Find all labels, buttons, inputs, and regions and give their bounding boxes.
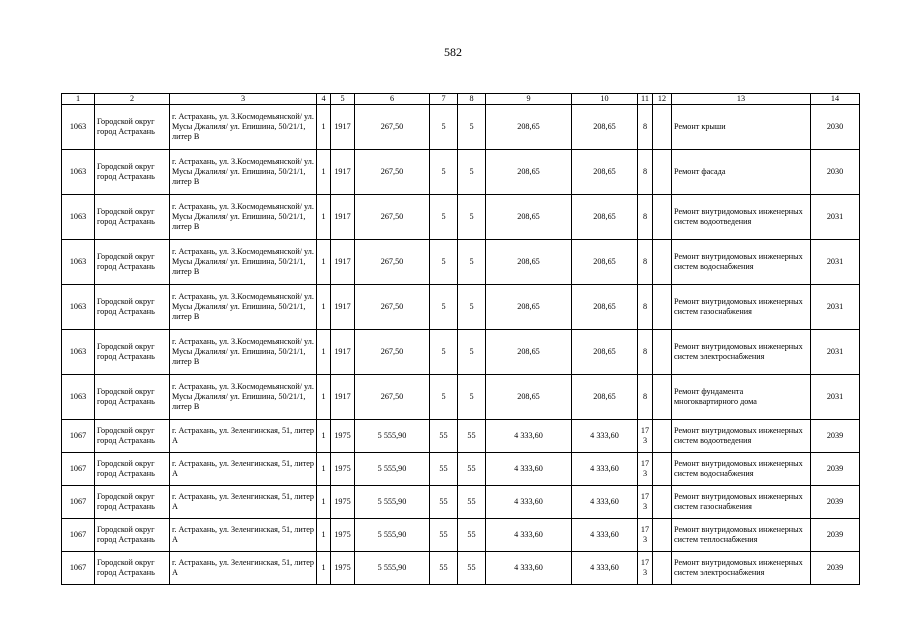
column-header: 9	[486, 94, 572, 105]
table-row	[62, 453, 860, 486]
cell-col10: 4 333,60	[572, 552, 638, 585]
cell-address: г. Астрахань, ул. З.Космодемьянской/ ул. Мусы Джалиля/ ул. Епишина, 50/21/1, литер В	[170, 150, 317, 195]
cell-col9: 4 333,60	[486, 486, 572, 519]
table-row	[62, 519, 860, 552]
cell-address: г. Астрахань, ул. З.Космодемьянской/ ул. Мусы Джалиля/ ул. Епишина, 50/21/1, литер В	[170, 195, 317, 240]
column-header: 2	[95, 94, 170, 105]
cell-year: 1917	[331, 330, 355, 375]
cell-col10: 4 333,60	[572, 519, 638, 552]
cell-col4: 1	[317, 552, 331, 585]
column-header: 14	[811, 94, 860, 105]
cell-col12	[653, 420, 672, 453]
cell-col8: 5	[458, 240, 486, 285]
cell-municipality: Городской округ город Астрахань	[95, 519, 170, 552]
cell-building-id: 1067	[62, 552, 95, 585]
cell-plan-year: 2031	[811, 375, 860, 420]
cell-work-type: Ремонт внутридомовых инженерных систем водоснабжения	[672, 453, 811, 486]
column-header: 12	[653, 94, 672, 105]
cell-col12	[653, 519, 672, 552]
cell-year: 1917	[331, 285, 355, 330]
cell-col12	[653, 285, 672, 330]
cell-col9: 208,65	[486, 195, 572, 240]
cell-col7: 55	[430, 552, 458, 585]
column-header: 3	[170, 94, 317, 105]
cell-municipality: Городской округ город Астрахань	[95, 453, 170, 486]
cell-address: г. Астрахань, ул. Зеленгинская, 51, литер А	[170, 519, 317, 552]
cell-col9: 208,65	[486, 330, 572, 375]
cell-work-type: Ремонт фасада	[672, 150, 811, 195]
table-header	[62, 94, 860, 105]
cell-col12	[653, 552, 672, 585]
cell-col11: 8	[638, 150, 653, 195]
cell-area: 5 555,90	[355, 519, 430, 552]
cell-address: г. Астрахань, ул. Зеленгинская, 51, литер А	[170, 552, 317, 585]
cell-plan-year: 2031	[811, 195, 860, 240]
cell-address: г. Астрахань, ул. З.Космодемьянской/ ул. Мусы Джалиля/ ул. Епишина, 50/21/1, литер В	[170, 330, 317, 375]
cell-plan-year: 2031	[811, 240, 860, 285]
cell-col4: 1	[317, 285, 331, 330]
table-row	[62, 150, 860, 195]
cell-col4: 1	[317, 330, 331, 375]
table-row	[62, 285, 860, 330]
cell-work-type: Ремонт фундамента многоквартирного дома	[672, 375, 811, 420]
column-header: 1	[62, 94, 95, 105]
cell-building-id: 1067	[62, 453, 95, 486]
cell-col10: 208,65	[572, 375, 638, 420]
column-header: 8	[458, 94, 486, 105]
cell-col7: 55	[430, 486, 458, 519]
cell-year: 1975	[331, 420, 355, 453]
table-row	[62, 105, 860, 150]
cell-year: 1975	[331, 453, 355, 486]
cell-year: 1975	[331, 552, 355, 585]
cell-col4: 1	[317, 519, 331, 552]
table-row	[62, 330, 860, 375]
cell-col12	[653, 105, 672, 150]
cell-col7: 5	[430, 285, 458, 330]
cell-col10: 208,65	[572, 195, 638, 240]
cell-col10: 208,65	[572, 150, 638, 195]
cell-col8: 5	[458, 195, 486, 240]
cell-col4: 1	[317, 375, 331, 420]
cell-col12	[653, 195, 672, 240]
cell-col8: 5	[458, 150, 486, 195]
cell-col11: 8	[638, 195, 653, 240]
cell-year: 1917	[331, 375, 355, 420]
cell-plan-year: 2039	[811, 519, 860, 552]
page-number: 582	[444, 45, 462, 59]
table-row	[62, 240, 860, 285]
column-header: 13	[672, 94, 811, 105]
cell-col8: 55	[458, 420, 486, 453]
cell-col10: 208,65	[572, 285, 638, 330]
cell-col7: 55	[430, 420, 458, 453]
cell-col4: 1	[317, 240, 331, 285]
cell-col4: 1	[317, 150, 331, 195]
cell-address: г. Астрахань, ул. Зеленгинская, 51, литер А	[170, 453, 317, 486]
cell-work-type: Ремонт крыши	[672, 105, 811, 150]
cell-col11: 8	[638, 375, 653, 420]
cell-col10: 208,65	[572, 105, 638, 150]
cell-plan-year: 2031	[811, 330, 860, 375]
column-header: 11	[638, 94, 653, 105]
cell-col4: 1	[317, 486, 331, 519]
cell-plan-year: 2039	[811, 486, 860, 519]
cell-work-type: Ремонт внутридомовых инженерных систем газоснабжения	[672, 486, 811, 519]
cell-plan-year: 2039	[811, 453, 860, 486]
column-number-row	[62, 94, 860, 105]
cell-building-id: 1063	[62, 285, 95, 330]
cell-address: г. Астрахань, ул. Зеленгинская, 51, литер А	[170, 420, 317, 453]
cell-address: г. Астрахань, ул. З.Космодемьянской/ ул. Мусы Джалиля/ ул. Епишина, 50/21/1, литер В	[170, 240, 317, 285]
cell-col7: 5	[430, 330, 458, 375]
cell-plan-year: 2030	[811, 150, 860, 195]
cell-col10: 4 333,60	[572, 453, 638, 486]
cell-building-id: 1067	[62, 519, 95, 552]
cell-col8: 5	[458, 375, 486, 420]
table-row	[62, 375, 860, 420]
cell-col9: 4 333,60	[486, 552, 572, 585]
cell-col11: 173	[638, 420, 653, 453]
cell-col9: 208,65	[486, 105, 572, 150]
cell-area: 267,50	[355, 240, 430, 285]
cell-building-id: 1067	[62, 486, 95, 519]
cell-col8: 55	[458, 486, 486, 519]
cell-col8: 5	[458, 330, 486, 375]
cell-plan-year: 2039	[811, 420, 860, 453]
cell-col10: 4 333,60	[572, 486, 638, 519]
cell-col11: 173	[638, 552, 653, 585]
cell-col7: 5	[430, 150, 458, 195]
cell-col11: 8	[638, 285, 653, 330]
cell-col8: 55	[458, 519, 486, 552]
cell-municipality: Городской округ город Астрахань	[95, 150, 170, 195]
cell-col9: 208,65	[486, 240, 572, 285]
cell-building-id: 1063	[62, 150, 95, 195]
column-header: 10	[572, 94, 638, 105]
cell-municipality: Городской округ город Астрахань	[95, 105, 170, 150]
cell-col7: 5	[430, 195, 458, 240]
cell-building-id: 1063	[62, 195, 95, 240]
cell-col4: 1	[317, 453, 331, 486]
cell-col7: 5	[430, 240, 458, 285]
table-body	[62, 105, 860, 585]
cell-col4: 1	[317, 105, 331, 150]
cell-plan-year: 2039	[811, 552, 860, 585]
cell-col10: 208,65	[572, 330, 638, 375]
cell-work-type: Ремонт внутридомовых инженерных систем газоснабжения	[672, 285, 811, 330]
cell-col8: 55	[458, 453, 486, 486]
cell-year: 1917	[331, 150, 355, 195]
cell-municipality: Городской округ город Астрахань	[95, 375, 170, 420]
cell-col12	[653, 330, 672, 375]
cell-col7: 55	[430, 519, 458, 552]
cell-address: г. Астрахань, ул. З.Космодемьянской/ ул. Мусы Джалиля/ ул. Епишина, 50/21/1, литер В	[170, 105, 317, 150]
cell-address: г. Астрахань, ул. Зеленгинская, 51, литер А	[170, 486, 317, 519]
cell-year: 1917	[331, 105, 355, 150]
cell-col4: 1	[317, 420, 331, 453]
cell-municipality: Городской округ город Астрахань	[95, 552, 170, 585]
cell-municipality: Городской округ город Астрахань	[95, 486, 170, 519]
cell-col9: 208,65	[486, 285, 572, 330]
table-row	[62, 486, 860, 519]
column-header: 6	[355, 94, 430, 105]
cell-municipality: Городской округ город Астрахань	[95, 330, 170, 375]
cell-work-type: Ремонт внутридомовых инженерных систем электроснабжения	[672, 330, 811, 375]
cell-area: 267,50	[355, 330, 430, 375]
cell-col7: 5	[430, 375, 458, 420]
cell-col4: 1	[317, 195, 331, 240]
cell-col9: 4 333,60	[486, 519, 572, 552]
cell-municipality: Городской округ город Астрахань	[95, 420, 170, 453]
cell-building-id: 1063	[62, 330, 95, 375]
cell-area: 5 555,90	[355, 552, 430, 585]
cell-col12	[653, 453, 672, 486]
column-header: 5	[331, 94, 355, 105]
cell-area: 5 555,90	[355, 486, 430, 519]
cell-col12	[653, 150, 672, 195]
cell-col9: 4 333,60	[486, 420, 572, 453]
cell-col11: 173	[638, 453, 653, 486]
cell-area: 267,50	[355, 285, 430, 330]
cell-municipality: Городской округ город Астрахань	[95, 285, 170, 330]
column-header: 4	[317, 94, 331, 105]
cell-work-type: Ремонт внутридомовых инженерных систем водоотведения	[672, 195, 811, 240]
cell-area: 5 555,90	[355, 420, 430, 453]
cell-col11: 173	[638, 486, 653, 519]
column-header: 7	[430, 94, 458, 105]
cell-building-id: 1067	[62, 420, 95, 453]
table-row	[62, 195, 860, 240]
cell-area: 267,50	[355, 150, 430, 195]
cell-col11: 173	[638, 519, 653, 552]
cell-col7: 5	[430, 105, 458, 150]
cell-area: 267,50	[355, 195, 430, 240]
cell-col12	[653, 486, 672, 519]
cell-year: 1917	[331, 195, 355, 240]
cell-col9: 208,65	[486, 375, 572, 420]
cell-building-id: 1063	[62, 105, 95, 150]
registry-table	[61, 93, 860, 585]
cell-work-type: Ремонт внутридомовых инженерных систем водоотведения	[672, 420, 811, 453]
cell-work-type: Ремонт внутридомовых инженерных систем водоснабжения	[672, 240, 811, 285]
cell-address: г. Астрахань, ул. З.Космодемьянской/ ул. Мусы Джалиля/ ул. Епишина, 50/21/1, литер В	[170, 375, 317, 420]
cell-col8: 5	[458, 285, 486, 330]
cell-plan-year: 2030	[811, 105, 860, 150]
table-row	[62, 420, 860, 453]
cell-col8: 5	[458, 105, 486, 150]
cell-col11: 8	[638, 240, 653, 285]
table-row	[62, 552, 860, 585]
cell-area: 267,50	[355, 105, 430, 150]
cell-building-id: 1063	[62, 375, 95, 420]
cell-address: г. Астрахань, ул. З.Космодемьянской/ ул. Мусы Джалиля/ ул. Епишина, 50/21/1, литер В	[170, 285, 317, 330]
cell-municipality: Городской округ город Астрахань	[95, 195, 170, 240]
cell-col12	[653, 375, 672, 420]
cell-work-type: Ремонт внутридомовых инженерных систем теплоснабжения	[672, 519, 811, 552]
cell-col11: 8	[638, 330, 653, 375]
cell-plan-year: 2031	[811, 285, 860, 330]
cell-year: 1975	[331, 486, 355, 519]
cell-col9: 208,65	[486, 150, 572, 195]
cell-municipality: Городской округ город Астрахань	[95, 240, 170, 285]
cell-building-id: 1063	[62, 240, 95, 285]
cell-col11: 8	[638, 105, 653, 150]
cell-col9: 4 333,60	[486, 453, 572, 486]
cell-area: 267,50	[355, 375, 430, 420]
cell-col10: 208,65	[572, 240, 638, 285]
cell-area: 5 555,90	[355, 453, 430, 486]
cell-col8: 55	[458, 552, 486, 585]
cell-work-type: Ремонт внутридомовых инженерных систем электроснабжения	[672, 552, 811, 585]
cell-year: 1917	[331, 240, 355, 285]
cell-year: 1975	[331, 519, 355, 552]
cell-col7: 55	[430, 453, 458, 486]
cell-col10: 4 333,60	[572, 420, 638, 453]
cell-col12	[653, 240, 672, 285]
